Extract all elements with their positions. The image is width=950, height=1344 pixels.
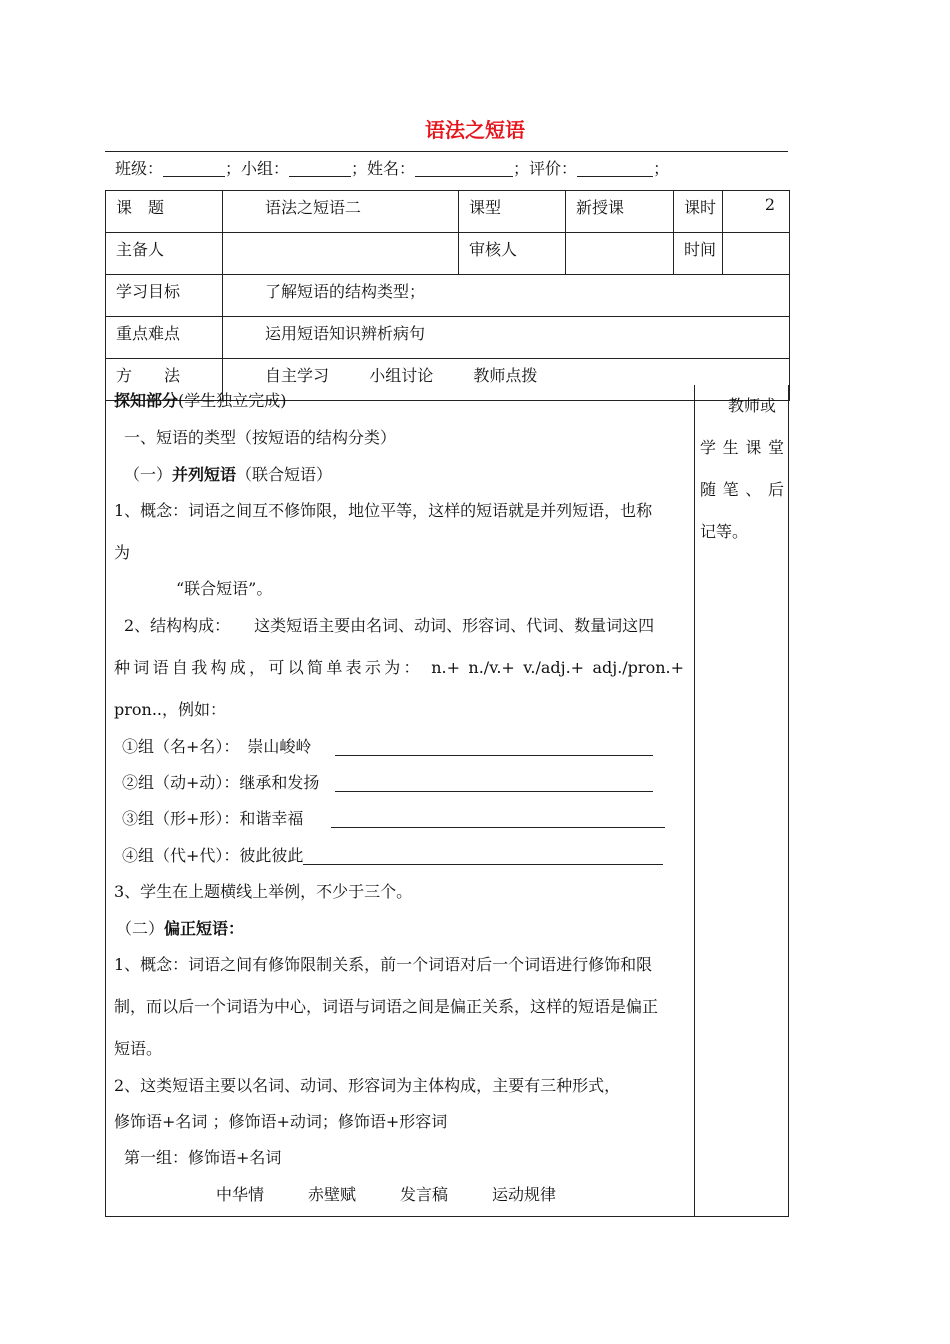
paragraph-line: 1、概念：词语之间有修饰限制关系，前一个词语对后一个词语进行修饰和限 <box>114 955 653 974</box>
method-item: 小组讨论 <box>369 366 434 385</box>
answer-blank[interactable] <box>335 777 653 792</box>
name-label: ；姓名： <box>351 159 416 178</box>
group-label: ；小组： <box>225 159 290 178</box>
side-note-line: 记等。 <box>700 522 749 541</box>
method-item: 自主学习 <box>265 366 330 385</box>
explore-section <box>105 385 789 1217</box>
answer-blank[interactable] <box>303 850 663 865</box>
type-label: 课型 <box>459 191 566 233</box>
paragraph-line: 3、学生在上题横线上举例，不少于三个。 <box>114 882 413 901</box>
explore-heading: 探知部分 <box>114 391 179 410</box>
goal-label: 学习目标 <box>106 275 223 317</box>
group-heading: 第一组：修饰语+名词 <box>124 1148 282 1167</box>
side-note-line: 随 笔 、 后 <box>700 480 784 499</box>
subsection-1-note: （联合短语） <box>236 465 333 484</box>
key-label: 重点难点 <box>106 317 223 359</box>
paragraph-line: 制，而以后一个词语为中心，词语与词语之间是偏正关系，这样的短语是偏正 <box>114 997 659 1016</box>
reviewer-value <box>566 233 674 275</box>
subsection-1-prefix: （一） <box>124 465 173 484</box>
eval-blank[interactable] <box>577 160 653 177</box>
lesson-meta-table <box>105 190 790 401</box>
hours-value: 2 <box>723 191 790 233</box>
paragraph-line: 短语。 <box>114 1039 163 1058</box>
class-blank[interactable] <box>163 160 225 177</box>
group-example: 发言稿 <box>400 1185 449 1204</box>
paragraph-text: 种词语自我构成，可以简单表示为： n.+ n./v.+ v./adj.+ adj./pron.+ <box>114 658 684 677</box>
group-example: 赤壁赋 <box>308 1185 357 1204</box>
title-rule <box>105 151 788 152</box>
example-row <box>122 843 663 866</box>
example-text: ①组（名+名）： 崇山峻岭 <box>122 737 312 756</box>
paragraph-line: 2、结构构成： 这类短语主要由名词、动词、形容词、代词、数量词这四 <box>124 616 655 635</box>
example-row <box>122 734 653 757</box>
subsection-2-prefix: （二） <box>116 919 165 938</box>
paragraph-line: 为 <box>114 543 131 562</box>
reviewer-label: 审核人 <box>459 233 566 275</box>
group-example-row <box>216 1182 556 1205</box>
meta-row-key <box>106 317 790 359</box>
meta-row-topic <box>106 191 790 233</box>
name-blank[interactable] <box>415 160 513 177</box>
document-title: 语法之短语 <box>425 118 525 142</box>
topic-label: 课 题 <box>106 191 223 233</box>
paragraph-line <box>114 655 686 678</box>
type-value: 新授课 <box>566 191 674 233</box>
answer-blank[interactable] <box>335 741 653 756</box>
preparer-label: 主备人 <box>106 233 223 275</box>
subsection-1-title: 并列短语 <box>172 465 237 484</box>
subsection-2-title: 偏正短语： <box>164 919 245 938</box>
group-blank[interactable] <box>289 160 351 177</box>
example-text: ③组（形+形）：和谐幸福 <box>122 809 304 828</box>
paragraph-line: “联合短语”。 <box>176 579 273 598</box>
paragraph-line: pron..，例如： <box>114 700 227 719</box>
time-label: 时间 <box>674 233 723 275</box>
method-label: 方 法 <box>106 359 223 401</box>
method-item: 教师点拨 <box>473 366 538 385</box>
meta-row-goal <box>106 275 790 317</box>
class-label: 班级： <box>115 159 164 178</box>
time-value <box>723 233 790 275</box>
key-value: 运用短语知识辨析病句 <box>223 317 790 359</box>
subsection-2-heading <box>116 916 244 939</box>
side-note-line: 教师或 <box>728 396 777 415</box>
section-1-heading: 一、短语的类型（按短语的结构分类） <box>124 428 397 447</box>
explore-note: (学生独立完成) <box>178 391 287 410</box>
subsection-1-heading <box>124 462 332 485</box>
info-end: ； <box>653 159 670 178</box>
student-info-line <box>115 156 669 179</box>
side-note-line: 学 生 课 堂 <box>700 438 784 457</box>
example-text: ②组（动+动）：继承和发扬 <box>122 773 320 792</box>
preparer-value <box>223 233 459 275</box>
hours-label: 课时 <box>674 191 723 233</box>
eval-label: ；评价： <box>513 159 578 178</box>
paragraph-line: 2、这类短语主要以名词、动词、形容词为主体构成，主要有三种形式， <box>114 1076 621 1095</box>
goal-value: 了解短语的结构类型； <box>223 275 790 317</box>
teacher-notes-column <box>700 385 784 553</box>
answer-blank[interactable] <box>331 813 665 828</box>
topic-value: 语法之短语二 <box>223 191 459 233</box>
paragraph-line: 1、概念：词语之间互不修饰限，地位平等，这样的短语就是并列短语，也称 <box>114 501 653 520</box>
column-divider <box>694 385 695 1216</box>
paragraph-line: 修饰语+名词 ；修饰语+动词；修饰语+形容词 <box>114 1112 448 1131</box>
meta-row-preparer <box>106 233 790 275</box>
explore-heading-line <box>114 388 287 411</box>
example-text: ④组（代+代）：彼此彼此 <box>122 846 304 865</box>
group-example: 中华情 <box>216 1185 265 1204</box>
example-row <box>122 770 653 793</box>
group-example: 运动规律 <box>492 1185 557 1204</box>
example-row <box>122 806 665 829</box>
